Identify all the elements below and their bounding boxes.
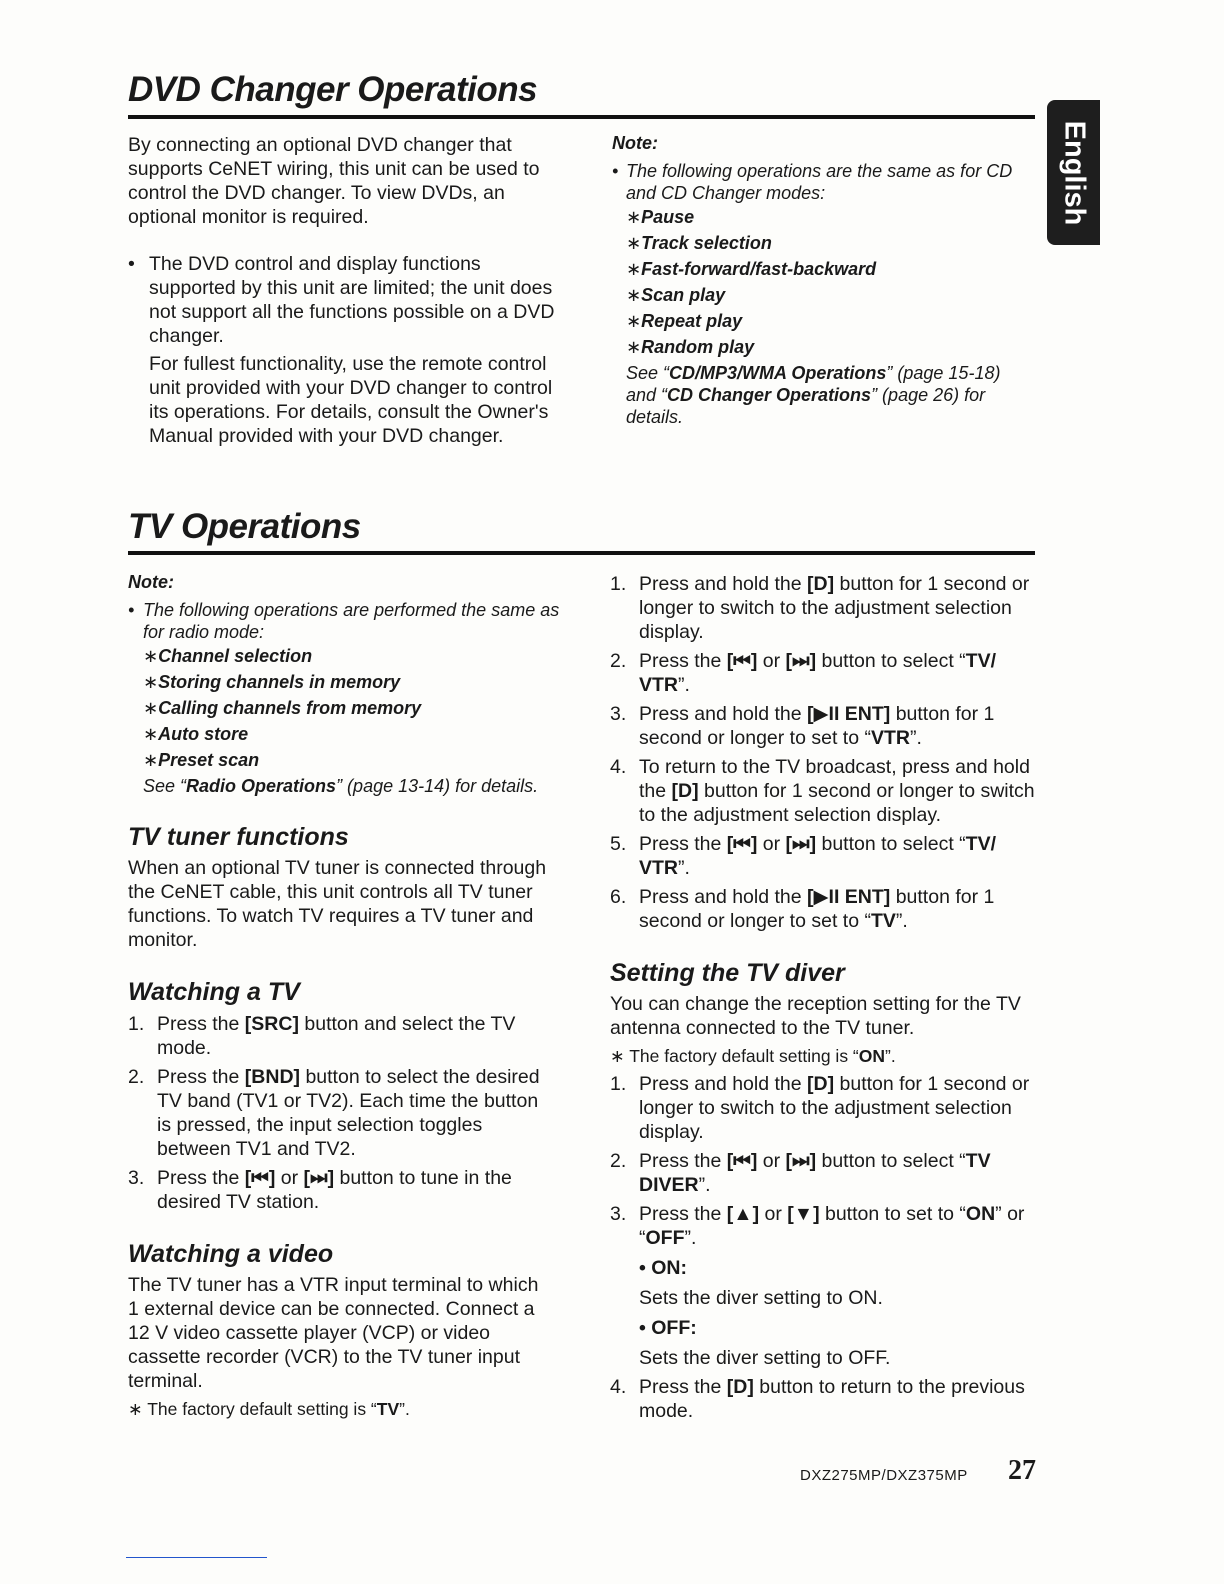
dvd-note xyxy=(612,133,1032,428)
page-number: 27 xyxy=(1008,1455,1036,1486)
step: 4. To return to the TV broadcast, press and hold the [D] button for 1 second or longer to switch to the adjustment selection display. xyxy=(610,756,1035,826)
footer-model: DXZ275MP/DXZ375MP xyxy=(800,1467,968,1484)
note-text: The following operations are performed the same as for radio mode: xyxy=(143,600,560,642)
watching-tv-heading: Watching a TV xyxy=(128,978,300,1006)
dvd-left-column xyxy=(128,133,558,448)
factory-default-note: ∗ The factory default setting is “TV”. xyxy=(128,1399,410,1419)
step: 1. Press and hold the [D] button for 1 second or longer to switch to the adjustment selection display. xyxy=(610,1073,1030,1143)
on-option: • ON: xyxy=(639,1257,687,1279)
note-body xyxy=(128,599,568,797)
note-text: The following operations are the same as for CD and CD Changer modes: xyxy=(626,161,1013,203)
tv-right-column xyxy=(610,572,1035,1423)
note-item: ∗Channel selection xyxy=(143,646,313,666)
note-heading: Note: xyxy=(612,133,658,153)
step: 5. Press the [⏮] or [⏭] button to select “TV/ VTR”. xyxy=(610,833,997,879)
dvd-section-title: DVD Changer Operations xyxy=(128,70,538,109)
note-item: ∗Storing channels in memory xyxy=(143,672,401,692)
watching-tv-steps xyxy=(128,1012,553,1214)
note-item: ∗Fast-forward/fast-backward xyxy=(626,259,877,279)
step: 6. Press and hold the [▶II ENT] button for 1 second or longer to set to “TV”. xyxy=(610,886,995,932)
step: 2. Press the [⏮] or [⏭] button to select “TV/ VTR”. xyxy=(610,650,997,696)
footer-line xyxy=(126,1557,267,1558)
dvd-bullet xyxy=(128,252,558,448)
step: 4. Press the [D] button to return to the previous mode. xyxy=(610,1376,1025,1422)
step: 2. Press the [⏮] or [⏭] button to select “TV DIVER”. xyxy=(610,1150,991,1196)
dvd-bullet-text: The DVD control and display functions supported by this unit are limited; the unit does not support all the functions possible on a DVD changer. xyxy=(149,253,555,347)
note-item: ∗Scan play xyxy=(626,285,726,305)
language-tab xyxy=(1047,100,1100,245)
step: 1. Press and hold the [D] button for 1 second or longer to switch to the adjustment selection display. xyxy=(610,573,1030,643)
note-item: ∗Preset scan xyxy=(143,750,260,770)
bullet-marker: • xyxy=(128,600,135,620)
bullet-marker: • xyxy=(128,253,135,275)
note-item: ∗Track selection xyxy=(626,233,772,253)
step: 2. Press the [BND] button to select the desired TV band (TV1 or TV2). Each time the button is pressed, the input selection toggles between TV1 and TV2. xyxy=(128,1066,540,1160)
watching-video-text: The TV tuner has a VTR input terminal to which 1 external device can be connected. Connect a 12 V video cassette player (VCP) or video cassette recorder (VCR) to the TV tuner input terminal. xyxy=(128,1274,539,1392)
factory-default-note: ∗ The factory default setting is “ON”. xyxy=(610,1046,896,1066)
note-item: ∗Pause xyxy=(626,207,695,227)
tv-left-column xyxy=(128,572,568,1421)
see-reference: See “Radio Operations” (page 13-14) for details. xyxy=(143,776,539,796)
off-option-text: Sets the diver setting to OFF. xyxy=(639,1347,891,1369)
dvd-bullet-text-2: For fullest functionality, use the remote control unit provided with your DVD changer to control its operations. For details, consult the Owner's Manual provided with your DVD changer. xyxy=(149,353,553,447)
note-item: ∗Repeat play xyxy=(626,311,743,331)
note-body xyxy=(612,160,1032,428)
watching-video-heading: Watching a video xyxy=(128,1240,334,1268)
diver-heading: Setting the TV diver xyxy=(610,959,845,987)
off-option: • OFF: xyxy=(639,1317,697,1339)
dvd-intro: By connecting an optional DVD changer that supports CeNET wiring, this unit can be used to control the DVD changer. To view DVDs, an optional monitor is required. xyxy=(128,134,540,228)
diver-text: You can change the reception setting for the TV antenna connected to the TV tuner. xyxy=(610,993,1021,1039)
tv-section-title: TV Operations xyxy=(128,507,361,546)
vtr-steps xyxy=(610,572,1035,933)
title-rule xyxy=(128,115,1035,119)
title-rule xyxy=(128,551,1035,555)
step: 1. Press the [SRC] button and select the TV mode. xyxy=(128,1013,516,1059)
note-heading: Note: xyxy=(128,572,174,592)
note-item: ∗Calling channels from memory xyxy=(143,698,422,718)
step: 3. Press the [⏮] or [⏭] button to tune in the desired TV station. xyxy=(128,1167,512,1213)
tuner-heading: TV tuner functions xyxy=(128,823,349,851)
note-item: ∗Random play xyxy=(626,337,755,357)
language-label: English xyxy=(1058,120,1090,225)
tuner-text: When an optional TV tuner is connected through the CeNET cable, this unit controls all TV tuner functions. To watch TV requires a TV tuner and monitor. xyxy=(128,857,547,951)
on-option-text: Sets the diver setting to ON. xyxy=(639,1287,883,1309)
step: 3. Press the [▲] or [▼] button to set to “ON” or “OFF”. • ON: Sets the diver setting to ON. • OFF: Sets the diver setting to OFF. xyxy=(610,1202,1035,1370)
bullet-marker: • xyxy=(612,161,619,181)
see-reference: See “CD/MP3/WMA Operations” (page 15-18) and “CD Changer Operations” (page 26) for details. xyxy=(626,363,1001,427)
diver-steps xyxy=(610,1072,1035,1423)
step: 3. Press and hold the [▶II ENT] button for 1 second or longer to set to “VTR”. xyxy=(610,703,995,749)
note-item: ∗Auto store xyxy=(143,724,249,744)
